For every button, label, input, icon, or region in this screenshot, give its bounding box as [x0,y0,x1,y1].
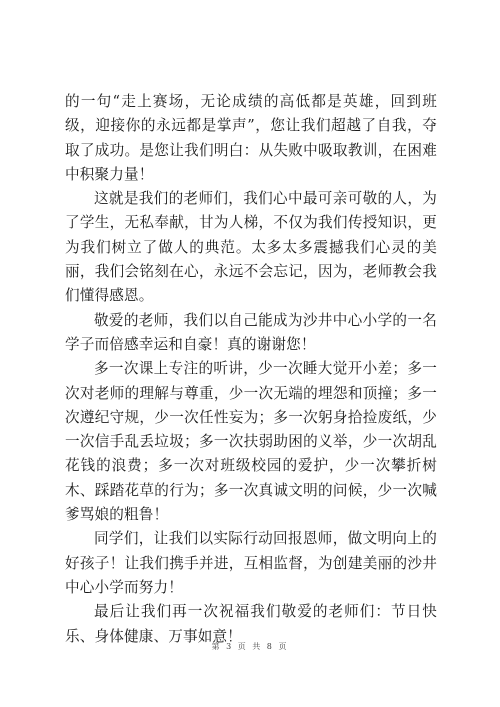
document-body [65,90,437,649]
paragraph-continuation: 的一句“走上赛场，无论成绩的高低都是英雄，回到班级，迎接你的永远都是掌声”，您让我们超越了自我，夺取了成功。是您让我们明白：从失败中吸取教训，在困难中积聚力量！ [65,93,437,183]
paragraph-closing-wishes: 最后让我们再一次祝福我们敬爱的老师们：节日快乐、身体健康、万事如意！ [65,603,437,645]
paragraph-teachers: 这就是我们的老师们，我们心中最可亲可敬的人，为了学生，无私奉献，甘为人梯，不仅为我们传授知识，更为我们树立了做人的典范。太多太多震撼我们心灵的美丽，我们会铭刻在心，永远不会忘记，因为，老师教会我们懂得感恩。 [65,190,437,305]
paragraph-more-less: 多一次课上专注的听讲，少一次睡大觉开小差；多一次对老师的理解与尊重，少一次无端的埋怨和顶撞；多一次遵纪守规，少一次任性妄为；多一次躬身拾捡废纸，少一次信手乱丢垃圾；多一次扶弱助困的义举，少一次胡乱花钱的浪费；多一次对班级校园的爱护，少一次攀折树木、踩踏花草的行为；多一次真诚文明的问候，少一次喊爹骂娘的粗鲁！ [65,360,437,524]
paragraph-gratitude: 敬爱的老师，我们以自己能成为沙井中心小学的一名学子而倍感幸运和自豪！真的谢谢您！ [65,311,437,353]
page-number-footer: 第 3 页 共 8 页 [211,642,289,651]
paragraph-call-to-action: 同学们，让我们以实际行动回报恩师，做文明向上的好孩子！让我们携手并进，互相监督，为创建美丽的沙井中心小学而努力！ [65,530,437,596]
